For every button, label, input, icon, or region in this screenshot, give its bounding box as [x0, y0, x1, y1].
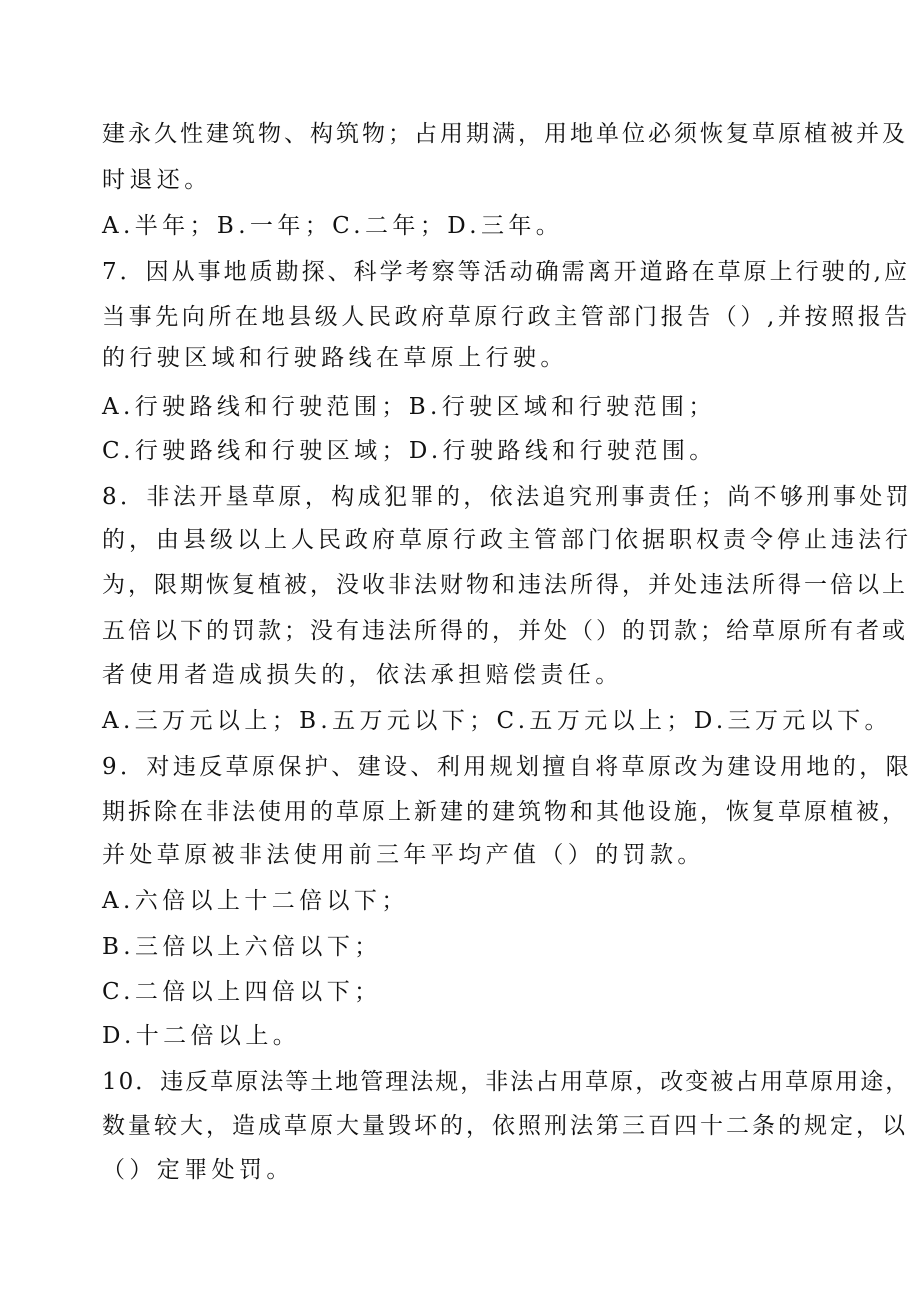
answer-option-b: B.三倍以上六倍以下；: [102, 934, 382, 960]
answer-option-a: A.六倍以上十二倍以下；: [102, 888, 409, 914]
answer-options: A.三万元以上；B.五万元以下；C.五万元以上；D.三万元以下。: [102, 708, 892, 734]
question-9-line: 9．对违反草原保护、建设、利用规划擅自将草原改为建设用地的，限: [102, 754, 913, 780]
question-7-line: 的行驶区域和行驶路线在草原上行驶。: [102, 345, 568, 371]
answer-options: A.行驶路线和行驶范围；B.行驶区域和行驶范围；: [102, 394, 716, 420]
question-9-line: 并处草原被非法使用前三年平均产值（）的罚款。: [102, 842, 705, 868]
question-7-line: 7．因从事地质勘探、科学考察等活动确需离开道路在草原上行驶的,应: [102, 259, 910, 285]
question-8-line: 为，限期恢复植被，没收非法财物和违法所得，并处违法所得一倍以上: [102, 572, 908, 598]
question-10-line: 10．违反草原法等土地管理法规，非法占用草原，改变被占用草原用途，: [102, 1069, 911, 1095]
text-line: 建永久性建筑物、构筑物；占用期满，用地单位必须恢复草原植被并及: [102, 121, 908, 147]
answer-option-d: D.十二倍以上。: [102, 1023, 301, 1049]
question-8-line: 者使用者造成损失的，依法承担赔偿责任。: [102, 662, 623, 688]
question-10-line: 数量较大，造成草原大量毁坏的，依照刑法第三百四十二条的规定，以: [102, 1113, 908, 1139]
answer-options: C.行驶路线和行驶区域；D.行驶路线和行驶范围。: [102, 438, 717, 464]
text-line: 时退还。: [102, 167, 212, 193]
answer-option-c: C.二倍以上四倍以下；: [102, 979, 382, 1005]
question-8-line: 五倍以下的罚款；没有违法所得的，并处（）的罚款；给草原所有者或: [102, 618, 908, 644]
question-10-line: （）定罪处罚。: [102, 1157, 294, 1183]
question-9-line: 期拆除在非法使用的草原上新建的建筑物和其他设施，恢复草原植被，: [102, 799, 908, 825]
question-8-line: 的，由县级以上人民政府草原行政主管部门依据职权责令停止违法行: [102, 527, 912, 553]
question-7-line: 当事先向所在地县级人民政府草原行政主管部门报告（）,并按照报告: [102, 304, 911, 330]
answer-options: A.半年；B.一年；C.二年；D.三年。: [102, 213, 564, 239]
question-8-line: 8．非法开垦草原，构成犯罪的，依法追究刑事责任；尚不够刑事处罚: [102, 484, 913, 510]
